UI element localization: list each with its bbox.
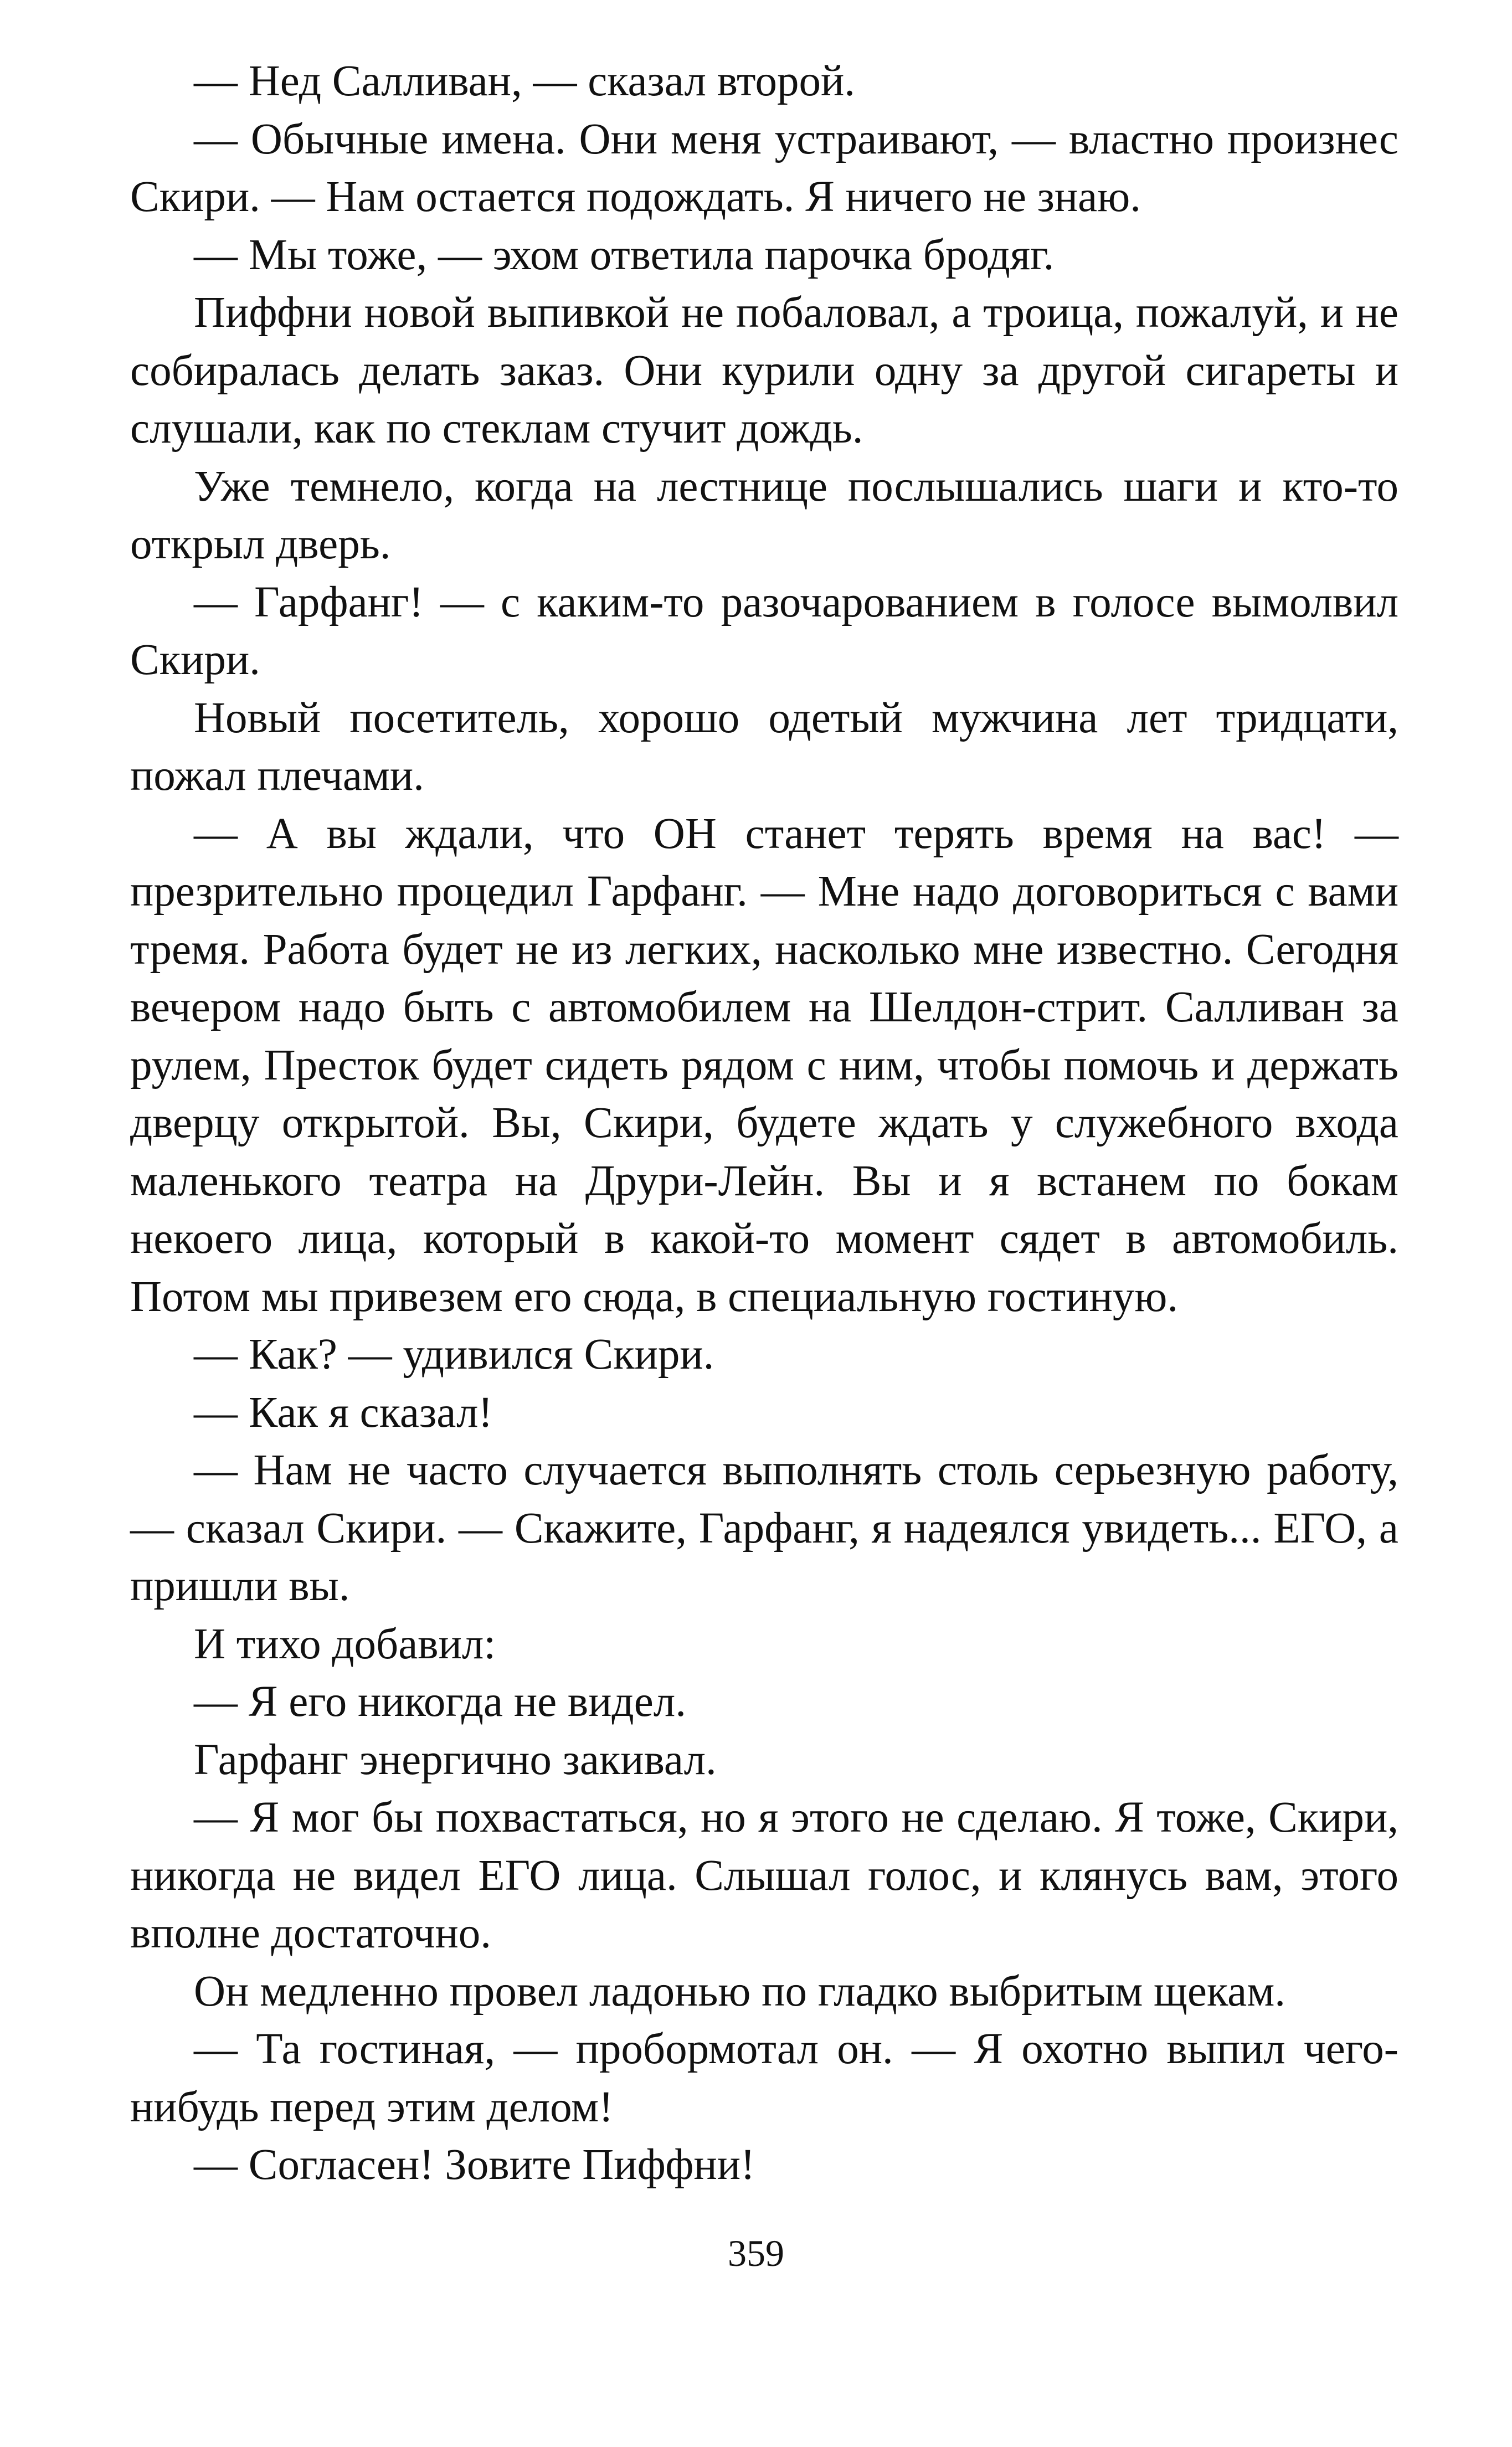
paragraph: Он медленно провел ладонью по гладко выбритым щекам.: [194, 1967, 1285, 2016]
paragraph: — Я мог бы похвастаться, но я этого не сделаю. Я тоже, Скири, никогда не видел ЕГО лица. Слышал голос, и клянусь вам, этого вполне достаточно.: [130, 1793, 1398, 1957]
paragraph: Пиффни новой выпивкой не побаловал, а троица, пожалуй, и не собиралась делать заказ. Они курили одну за другой сигареты и слушали, как по стеклам стучит дождь.: [130, 289, 1398, 453]
paragraph: — Та гостиная, — пробормотал он. — Я охотно выпил чего-нибудь перед этим делом!: [130, 2025, 1398, 2131]
paragraph: — Обычные имена. Они меня устраивают, — властно произнес Скири. — Нам остается подождать. Я ничего не знаю.: [130, 115, 1398, 221]
paragraph: — Как я сказал!: [194, 1388, 493, 1437]
page-text: [130, 53, 1398, 2194]
paragraph: Новый посетитель, хорошо одетый мужчина лет тридцати, пожал плечами.: [130, 693, 1398, 800]
paragraph: — Нед Салливан, — сказал второй.: [194, 57, 855, 105]
paragraph: — Нам не часто случается выполнять столь серьезную работу, — сказал Скири. — Скажите, Гарфанг, я надеялся увидеть... ЕГО, а пришли вы.: [130, 1446, 1398, 1610]
paragraph: Уже темнело, когда на лестнице послышались шаги и кто-то открыл дверь.: [130, 462, 1398, 568]
paragraph: — Мы тоже, — эхом ответила парочка бродяг.: [194, 230, 1055, 279]
paragraph: — Гарфанг! — с каким-то разочарованием в голосе вымолвил Скири.: [130, 578, 1398, 684]
paragraph: — Я его никогда не видел.: [194, 1678, 686, 1726]
page-number: 359: [728, 2232, 784, 2274]
paragraph: — Как? — удивился Скири.: [194, 1330, 714, 1379]
paragraph: — Согласен! Зовите Пиффни!: [194, 2141, 755, 2189]
paragraph: И тихо добавил:: [194, 1620, 496, 1668]
paragraph: — А вы ждали, что ОН станет терять время на вас! — презрительно процедил Гарфанг. — Мне надо договориться с вами тремя. Работа будет не из легких, насколько мне известно. Сегодня вечером надо быть с автомобилем на Шелдон-стрит. Салливан за рулем, Престок будет сидеть рядом с ним, чтобы помочь и держать дверцу открытой. Вы, Скири, будете ждать у служебного входа маленького театра на Друри-Лейн. Вы и я встанем по бокам некоего лица, который в какой-то момент сядет в автомобиль. Потом мы привезем его сюда, в специальную гостиную.: [130, 809, 1398, 1321]
paragraph: Гарфанг энергично закивал.: [194, 1735, 717, 1784]
